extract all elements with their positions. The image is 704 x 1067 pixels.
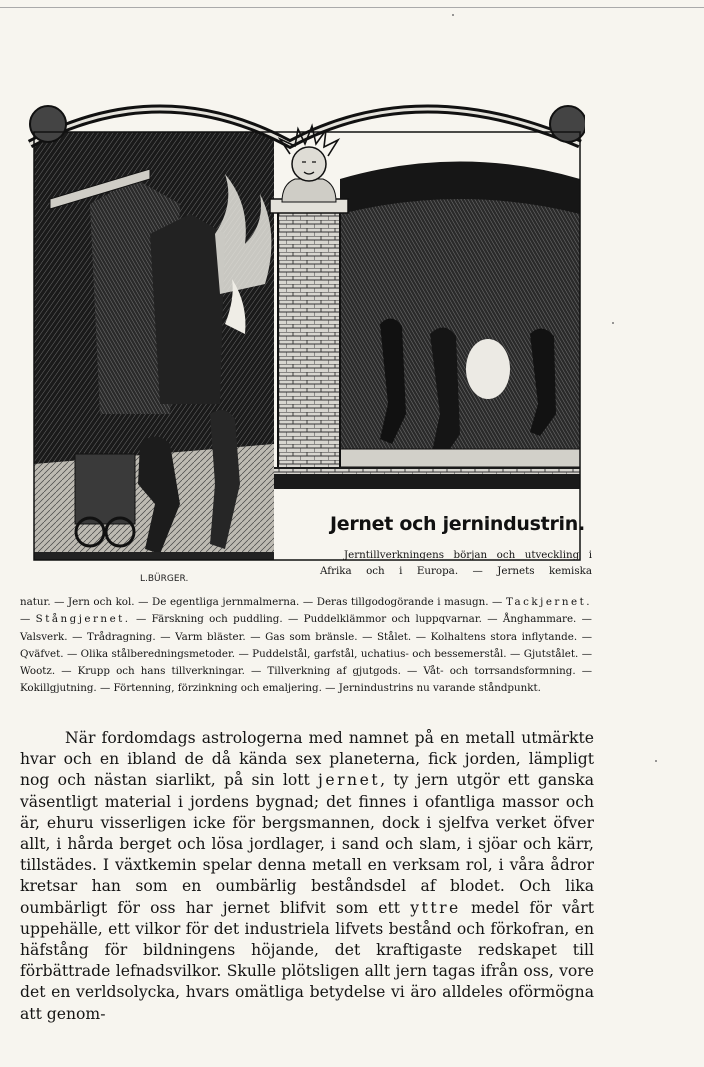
print-speck bbox=[452, 14, 454, 16]
summary-text-rest: — Färskning och puddling. — Puddelklämmor och luppqvarnar. — Ånghammare. — Valsverk. — Trådragning. — Varm bläster. — Gas som bränsle. — Stålet. — Kolhaltens stora inflytande. — Qväfvet. — Olika stålberedningsmetoder. — Puddelstål, garfstål, uchatius- och bessemerstål. — Gjutstålet. — Wootz. — Krupp och hans tillverkningar. — Tillverkning af gjutgods. — Våt- och torrsandsformning. — Kokillgjutning. — Förtenning, förzinkning och emaljering. — Jernindustrins nu varande ståndpunkt. bbox=[20, 613, 592, 695]
furnace-tower bbox=[150, 214, 225, 404]
summary-term-tackjernet: Tackjernet. bbox=[505, 596, 592, 608]
print-speck bbox=[612, 322, 614, 324]
bottom-frame bbox=[34, 552, 274, 560]
illustrator-signature: L.BÜRGER. bbox=[140, 574, 189, 584]
summary-text: natur. — Jern och kol. — De egentliga jernmalmerna. — Deras tillgodogörande i masugn. — bbox=[20, 596, 506, 608]
top-rule bbox=[0, 7, 704, 8]
article-title: Jernet och jernindustrin. bbox=[330, 513, 585, 535]
brick-pillar bbox=[278, 209, 340, 469]
summary-separator: — bbox=[20, 613, 36, 626]
forge-floor bbox=[340, 449, 580, 467]
lower-border-detail bbox=[274, 469, 580, 474]
body-text: , ty jern utgör ett ganska väsentligt material i jordens bygnad; det finnes i ofantliga massor och är, ehuru visserligen icke för bergsmannen, dock i sjelfva verket öfver allt, i hårda berget och lösa jordlager, i sand och slam, i sjöar och kärr, tillstädes. I växtkemin spelar denna metall en verksam rol, i våra ådror kretsar han som en oumbärlig beståndsdel af blodet. Och lika oumbärligt för oss har jernet blifvit som ett bbox=[20, 771, 594, 917]
corner-ornament bbox=[30, 106, 66, 142]
bust-head bbox=[292, 147, 326, 181]
summary-term-stangjernet: Stångjernet. bbox=[35, 613, 131, 626]
print-speck bbox=[655, 760, 657, 762]
body-paragraph bbox=[20, 728, 594, 1025]
ore-cart bbox=[75, 454, 135, 524]
chapter-summary bbox=[20, 594, 592, 698]
emphasis-yttre: yttre bbox=[410, 898, 461, 917]
body-text: När fordomdags astrologerna med namnet på en metall utmärkte hvar och en ibland de då kända sex planeterna, fick jorden, lämpligt nog och nästan siarlikt, på sin lott bbox=[20, 729, 594, 790]
emphasis-jernet: jernet bbox=[318, 771, 381, 790]
body-text: medel för vårt uppehälle, ett vilkor för det industriela lifvets bestånd och förkofran, en häfstång för bildningens höjande, det kraftigaste redskapet till förbättrade lefnadsvilkor. Skulle plötsligen allt jern tagas ifrån oss, vore det en verldsolycka, hvars omätliga betydelse vi äro alldeles oförmögna att genom- bbox=[20, 898, 594, 1023]
chapter-summary-first bbox=[320, 547, 592, 579]
bust-pedestal bbox=[282, 179, 336, 202]
ironworks-engraving bbox=[20, 84, 585, 586]
forge-fire bbox=[466, 339, 510, 399]
summary-text: Jerntillverkningens början och utveckling i Afrika och i Europa. — Jernets kemiska bbox=[320, 549, 592, 577]
